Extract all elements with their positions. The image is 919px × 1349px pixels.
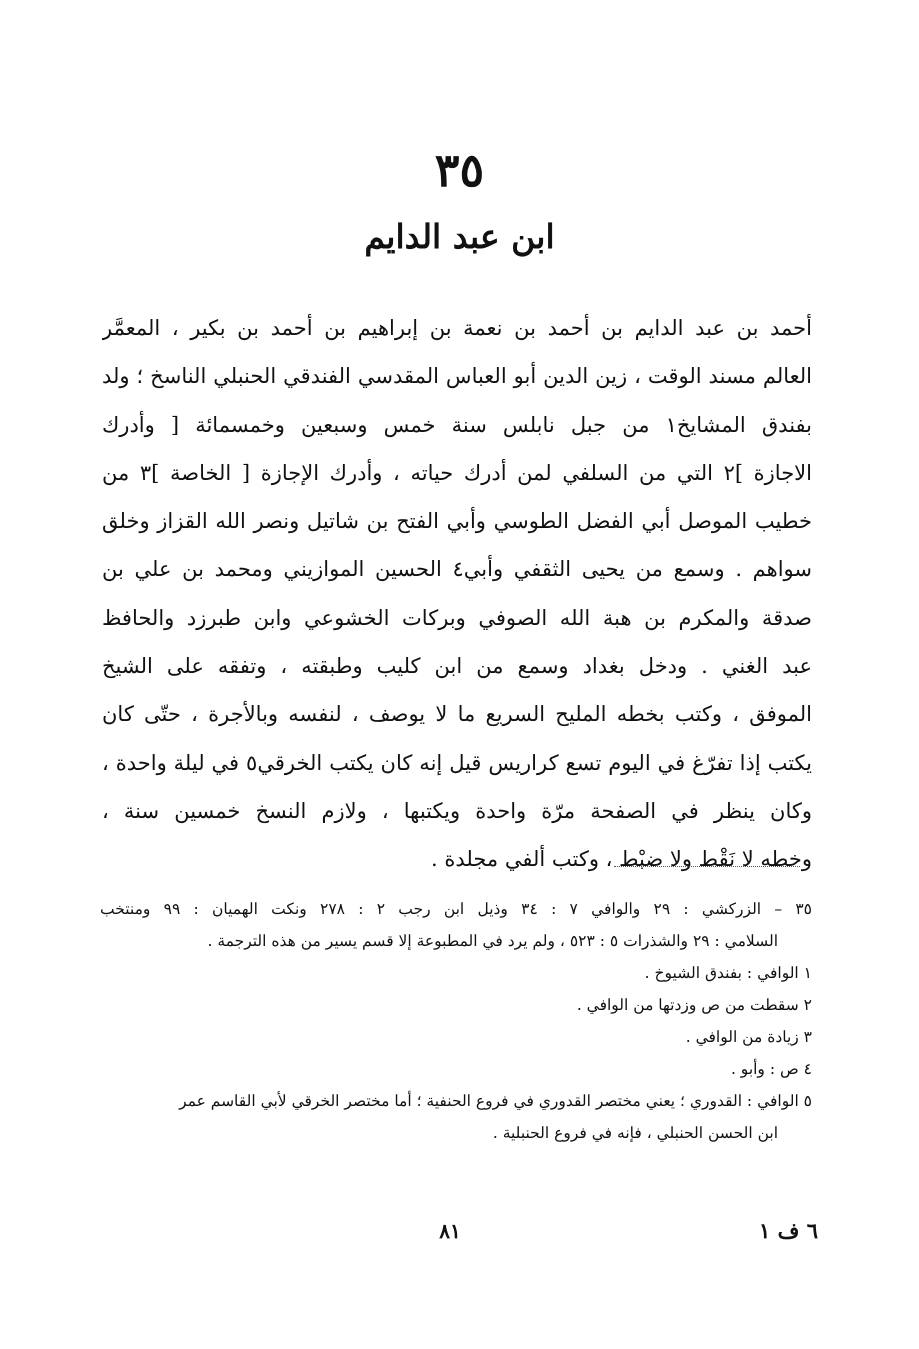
entry-title: ابن عبد الدايم bbox=[364, 217, 555, 256]
body-line: صدقة والمكرم بن هبة الله الصوفي وبركات الخشوعي وابن طبرزد والحافظ bbox=[102, 605, 812, 630]
footnote-line: السلامي : ٢٩ والشذرات ٥ : ٥٢٣ ، ولم يرد في المطبوعة إلا قسم يسير من هذه الترجمة . bbox=[207, 932, 778, 950]
body-line: وخطه لا نَقْط ولا ضبْط ، وكتب ألفي مجلدة . bbox=[431, 847, 812, 872]
footnote-3 bbox=[100, 1021, 812, 1053]
footnote-line: ١ الوافي : بفندق الشيوخ . bbox=[644, 964, 812, 982]
footnote-line: ٥ الوافي : القدوري ؛ يعني مختصر القدوري في فروع الحنفية ؛ أما مختصر الخرقي لأبي القاسم عمر bbox=[179, 1092, 812, 1110]
body-line: عبد الغني . ودخل بغداد وسمع من ابن كليب وطبقته ، وتفقه على الشيخ bbox=[102, 654, 812, 679]
footnote-line: ٣٥ – الزركشي : ٢٩ والوافي ٧ : ٣٤ وذيل ابن رجب ٢ : ٢٧٨ ونكت الهميان : ٩٩ ومنتخب bbox=[100, 900, 812, 918]
biography-text bbox=[102, 304, 812, 884]
body-line: يكتب إذا تفرّغ في اليوم تسع كراريس قيل إنه كان يكتب الخرقي٥ في ليلة واحدة ، bbox=[102, 750, 812, 775]
entry-number: ٣٥ bbox=[434, 143, 485, 197]
body-line: بفندق المشايخ١ من جبل نابلس سنة خمس وسبعين وخمسمائة [ وأدرك bbox=[102, 412, 812, 437]
footnote-line: ابن الحسن الحنبلي ، فإنه في فروع الحنبلية . bbox=[492, 1124, 778, 1142]
footnote-sources bbox=[100, 893, 812, 957]
body-line: وكان ينظر في الصفحة مرّة واحدة ويكتبها ، ولازم النسخ خمسين سنة ، bbox=[102, 798, 812, 823]
footnote-separator bbox=[614, 866, 800, 867]
signature-mark: ٦ ف ١ bbox=[759, 1218, 818, 1243]
footnote-5 bbox=[100, 1085, 812, 1149]
body-line: الاجازة ]٢ التي من السلفي لمن أدرك حياته ، وأدرك الإجازة [ الخاصة ]٣ من bbox=[102, 460, 812, 485]
footnote-line: ٣ زيادة من الوافي . bbox=[685, 1028, 812, 1046]
body-line: أحمد بن عبد الدايم بن أحمد بن نعمة بن إبراهيم بن أحمد بن بكير ، المعمَّر bbox=[102, 316, 812, 340]
body-line: خطيب الموصل أبي الفضل الطوسي وأبي الفتح بن شاتيل ونصر الله القزاز وخلق bbox=[102, 509, 812, 534]
body-line: الموفق ، وكتب بخطه المليح السريع ما لا يوصف ، لنفسه وبالأجرة ، حتّى كان bbox=[102, 702, 812, 727]
footnote-line: ٢ سقطت من ص وزدتها من الوافي . bbox=[576, 996, 812, 1014]
footnotes bbox=[100, 893, 812, 1149]
body-line: العالم مسند الوقت ، زين الدين أبو العباس المقدسي الفندقي الحنبلي الناسخ ؛ ولد bbox=[102, 364, 812, 389]
page-number: ٨١ bbox=[439, 1219, 461, 1243]
footnote-2 bbox=[100, 989, 812, 1021]
body-line: سواهم . وسمع من يحيى الثقفي وأبي٤ الحسين الموازيني ومحمد بن علي بن bbox=[102, 557, 812, 582]
footnote-4 bbox=[100, 1053, 812, 1085]
footnote-line: ٤ ص : وأبو . bbox=[730, 1060, 812, 1078]
footnote-1 bbox=[100, 957, 812, 989]
